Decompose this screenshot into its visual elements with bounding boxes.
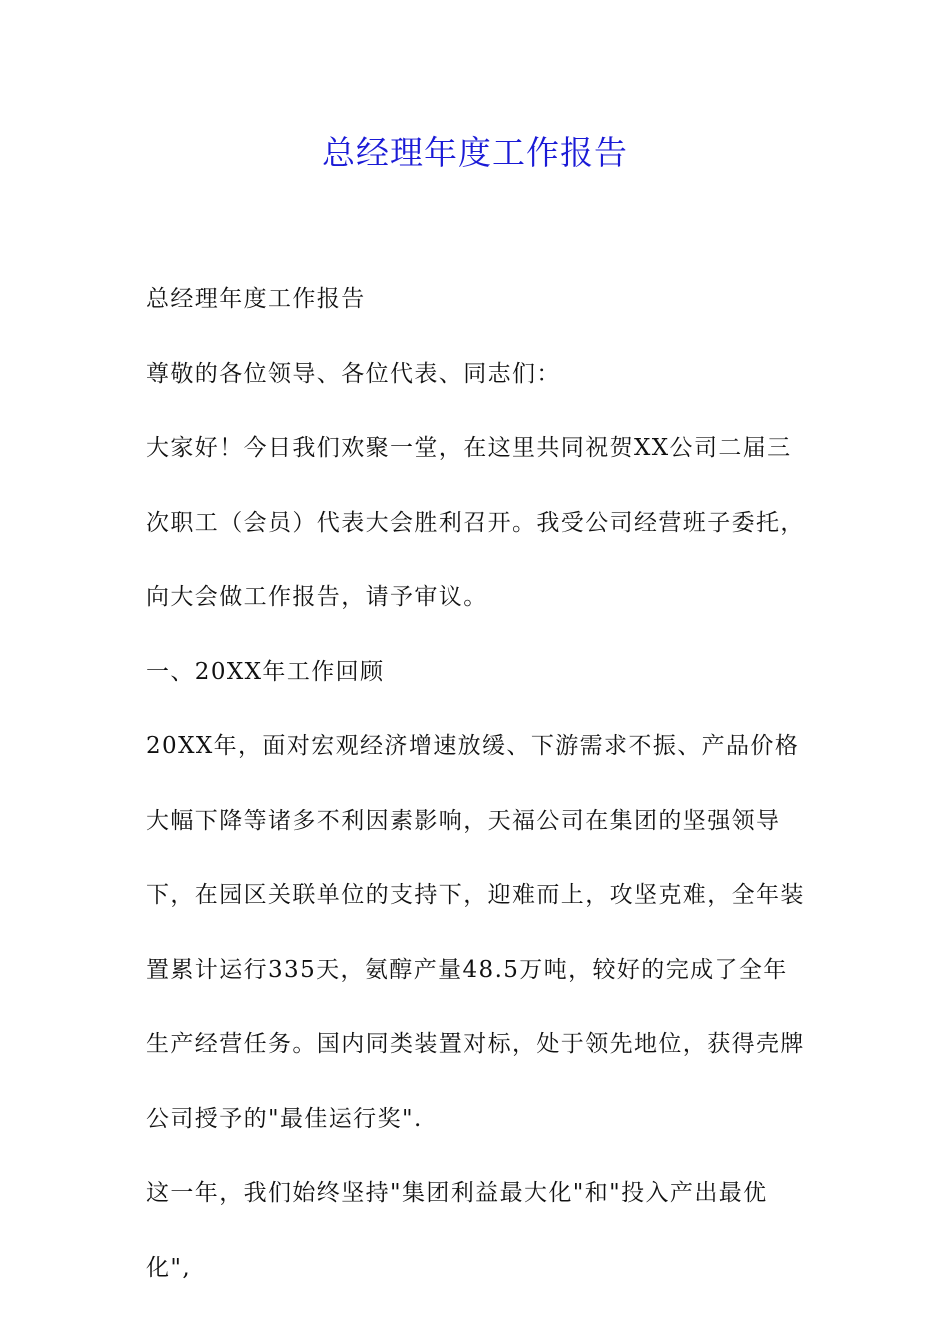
paragraph-heading: 总经理年度工作报告 bbox=[146, 286, 366, 312]
paragraph-greeting: 大家好！今日我们欢聚一堂，在这里共同祝贺XX公司二届三次职工（会员）代表大会胜利召开。我受公司经营班子委托，向大会做工作报告，请予审议。 bbox=[146, 435, 805, 610]
paragraph-salutation: 尊敬的各位领导、各位代表、同志们： bbox=[146, 360, 561, 387]
document-body bbox=[146, 262, 806, 1305]
paragraph-continuation: 这一年，我们始终坚持"集团利益最大化"和"投入产出最优化", bbox=[146, 1180, 768, 1281]
paragraph-review: 20XX年，面对宏观经济增速放缓、下游需求不振、产品价格大幅下降等诸多不利因素影响，天福公司在集团的坚强领导下，在园区关联单位的支持下，迎难而上，攻坚克难，全年装置累计运行335天，氨醇产量48.5万吨，较好的完成了全年生产经营任务。国内同类装置对标，处于领先地位，获得壳牌公司授予的"最佳运行奖". bbox=[146, 733, 805, 1132]
document-title: 总经理年度工作报告 bbox=[322, 133, 628, 172]
paragraph-section-heading: 一、20XX年工作回顾 bbox=[146, 658, 385, 685]
